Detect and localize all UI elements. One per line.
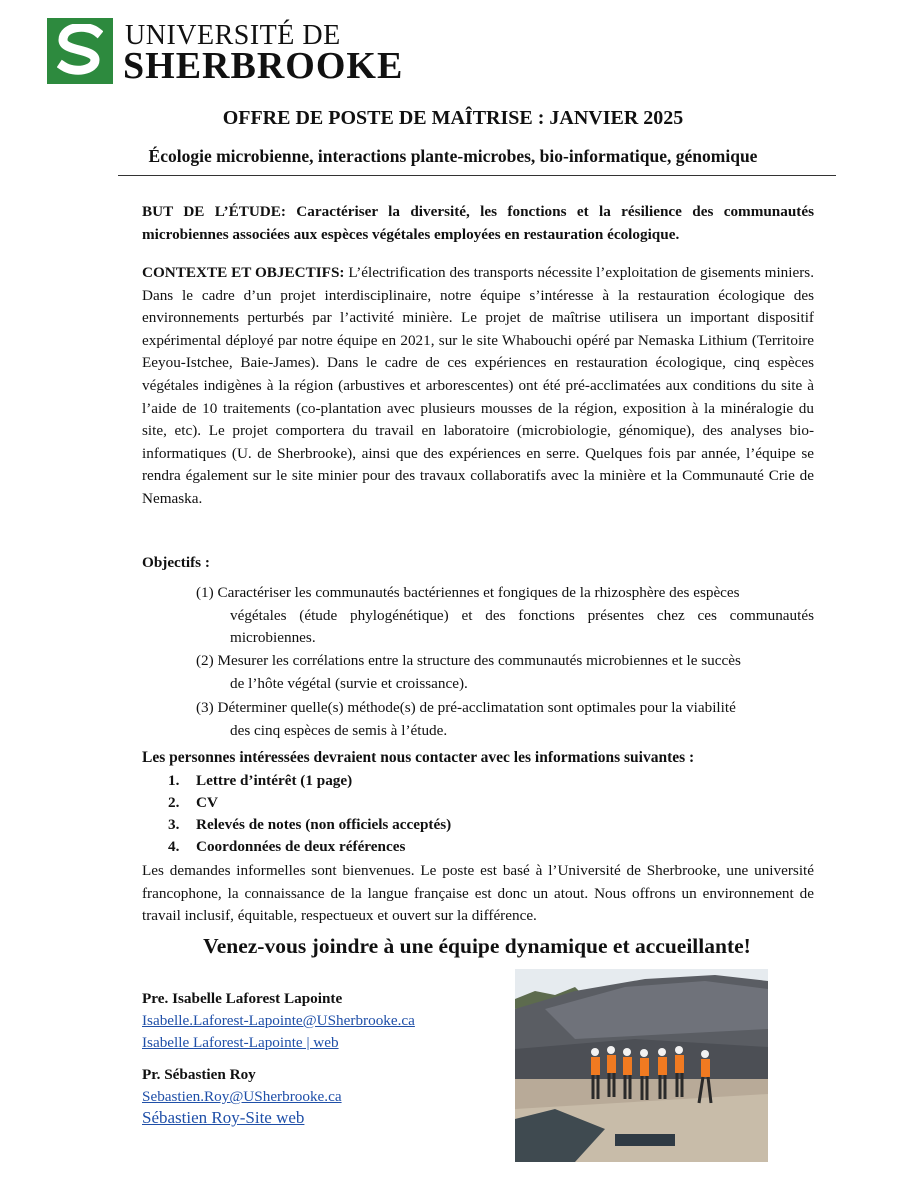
objective-text: Déterminer quelle(s) méthode(s) de pré-acclimatation sont optimales pour la viabilité [217, 699, 736, 716]
list-item: 4. Coordonnées de deux références [168, 838, 406, 855]
list-item: 1. Lettre d’intérêt (1 page) [168, 772, 353, 789]
study-goal: BUT DE L’ÉTUDE: Caractériser la diversité, les fonctions et la résilience des communautés microbiennes associées aux espèces végétales employées en restauration écologique. [142, 203, 814, 243]
objective-item [196, 582, 814, 650]
slogan: Venez-vous joindre à une équipe dynamique et accueillante! [203, 934, 751, 958]
university-logo [47, 18, 404, 87]
informal-requests-paragraph: Les demandes informelles sont bienvenues. Le poste est basé à l’Université de Sherbrooke, une université francophone, la connaissance de la langue française est donc un atout. Nous offrons un environnement de travail inclusif, équitable, respectueux et ouvert sur la différence. [142, 862, 814, 925]
objective-item [196, 650, 814, 695]
context-label: CONTEXTE ET OBJECTIFS: [142, 264, 345, 281]
objective-text: Caractériser les communautés bactériennes et fongiques de la rhizosphère des espèces [217, 584, 740, 601]
context-text: L’électrification des transports nécessite l’exploitation de gisements miniers. Dans le cadre d’un projet interdisciplinaire, notre équipe s’intéresse à la restauration écologique des environnements perturbés par l’activité minière. Le projet de maîtrise utilisera un important dispositif expérimental déployé par notre équipe en 2021, sur le site Whabouchi opéré par Nemaska Lithium (Territoire Eeyou-Istchee, Baie-James). Dans le cadre de ces expériences en restauration écologique, cinq espèces végétales indigènes à la région (arbustives et arborescentes) ont été pré-acclimatées aux conditions du site à l’aide de 10 traitements (co-plantation avec plusieurs mousses de la région, exposition à la minéralogie du site, etc). Le projet comportera du travail en laboratoire (microbiologie, génomique), des analyses bio-informatiques (U. de Sherbrooke), ainsi que des expériences en serre. Quelques fois par année, l’équipe se rendra également sur le site minier pour des travaux collaboratifs avec la minière et la Communauté Crie de Nemaska. [142, 264, 814, 507]
logo-text-line1: UNIVERSITÉ DE [125, 20, 341, 51]
documents-list [168, 770, 451, 858]
page-subtitle: Écologie microbienne, interactions plante-microbes, bio-informatique, génomique [148, 146, 758, 166]
objectives-label: Objectifs : [142, 554, 210, 571]
email-link-2[interactable]: Sebastien.Roy@USherbrooke.ca [142, 1088, 342, 1105]
objective-text-cont: de l’hôte végétal (survie et croissance). [230, 674, 468, 692]
team-photo [515, 969, 768, 1162]
page-title: OFFRE DE POSTE DE MAÎTRISE : JANVIER 2025 [222, 107, 684, 129]
logo-text-line2: SHERBROOKE [123, 45, 404, 87]
objective-number: (3) [196, 699, 218, 716]
contact-name-1: Pre. Isabelle Laforest Lapointe [142, 990, 343, 1007]
divider [118, 175, 836, 176]
context-paragraph [142, 262, 814, 511]
objective-text-cont: végétales (étude phylogénétique) et des fonctions présentes chez ces communautés microbiennes. [230, 606, 814, 647]
web-link-2[interactable]: Sébastien Roy-Site web [142, 1108, 305, 1127]
application-heading: Les personnes intéressées devraient nous contacter avec les informations suivantes : [142, 749, 695, 766]
email-link-1[interactable]: Isabelle.Laforest-Lapointe@USherbrooke.ca [142, 1012, 415, 1029]
logo-s-icon [57, 24, 103, 78]
contact-name-2: Pr. Sébastien Roy [142, 1066, 256, 1083]
list-item: 3. Relevés de notes (non officiels acceptés) [168, 816, 452, 833]
objective-text: Mesurer les corrélations entre la structure des communautés microbiennes et le succès [217, 652, 741, 669]
objective-text-cont: des cinq espèces de semis à l’étude. [230, 721, 448, 739]
list-item: 2. CV [168, 794, 218, 811]
web-link-1[interactable]: Isabelle Laforest-Lapointe | web [142, 1034, 339, 1051]
objective-item [196, 697, 814, 742]
objective-number: (2) [196, 652, 218, 669]
logo-emblem [47, 18, 113, 84]
objective-number: (1) [196, 584, 218, 601]
